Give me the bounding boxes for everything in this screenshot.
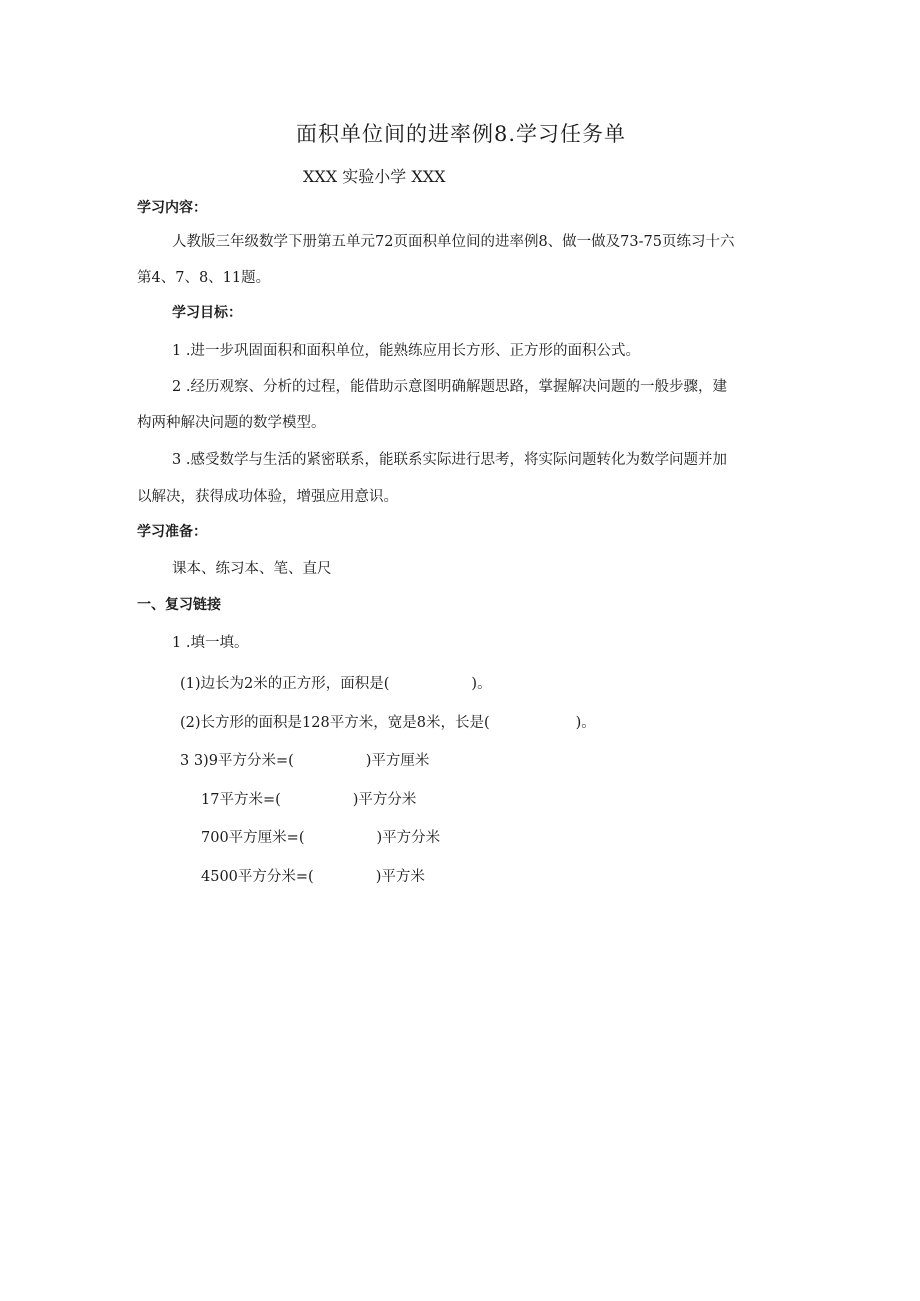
- conversion-2: [201, 788, 416, 809]
- prep-items: 课本、练习本、笔、直尺: [172, 561, 332, 577]
- question-1-1-end: )。: [471, 676, 492, 692]
- content-line-1: 人教版三年级数学下册第五单元72页面积单位间的进率例8、做一做及73-75页练习十六: [172, 234, 735, 250]
- section-heading-prep: 学习准备：: [137, 524, 207, 540]
- conversion-4: [201, 865, 425, 886]
- conversion-1: [180, 749, 429, 770]
- question-1-2-end: )。: [575, 715, 596, 731]
- section-heading-goals: 学习目标：: [172, 305, 242, 321]
- conversion-3: [201, 826, 440, 847]
- conversion-2-unit: )平方分米: [352, 792, 417, 808]
- goal-3-line-1: 3 .感受数学与生活的紧密联系，能联系实际进行思考，将实际问题转化为数学问题并加: [172, 452, 727, 468]
- content-line-2: 第4、7、8、11题。: [137, 270, 271, 286]
- conversion-1-text: 3 3)9平方分米=(: [180, 753, 294, 769]
- conversion-3-text: 700平方厘米=(: [201, 830, 305, 846]
- conversion-3-unit: )平方分米: [376, 830, 441, 846]
- question-1: 1 .填一填。: [172, 635, 249, 651]
- section-heading-content: 学习内容：: [137, 200, 207, 216]
- goal-2-line-1: 2 .经历观察、分析的过程，能借助示意图明确解题思路，掌握解决问题的一般步骤，建: [172, 379, 727, 395]
- question-1-1: [180, 672, 492, 693]
- question-1-2-text: (2)长方形的面积是128平方米，宽是8米，长是(: [180, 715, 490, 731]
- goal-1: 1 .进一步巩固面积和面积单位，能熟练应用长方形、正方形的面积公式。: [172, 343, 640, 359]
- question-1-2: [180, 711, 596, 732]
- conversion-4-unit: )平方米: [375, 869, 425, 885]
- conversion-4-text: 4500平方分米=(: [201, 869, 314, 885]
- conversion-2-text: 17平方米=(: [201, 792, 281, 808]
- section-heading-review: 一、复习链接: [137, 597, 221, 613]
- goal-3-line-2: 以解决，获得成功体验，增强应用意识。: [137, 489, 398, 505]
- school-name: XXX 实验小学 XXX: [303, 167, 446, 186]
- goal-2-line-2: 构两种解决问题的数学模型。: [137, 415, 326, 431]
- conversion-1-unit: )平方厘米: [365, 753, 430, 769]
- question-1-1-text: (1)边长为2米的正方形，面积是(: [180, 676, 390, 692]
- document-title: 面积单位间的进率例8.学习任务单: [296, 122, 627, 146]
